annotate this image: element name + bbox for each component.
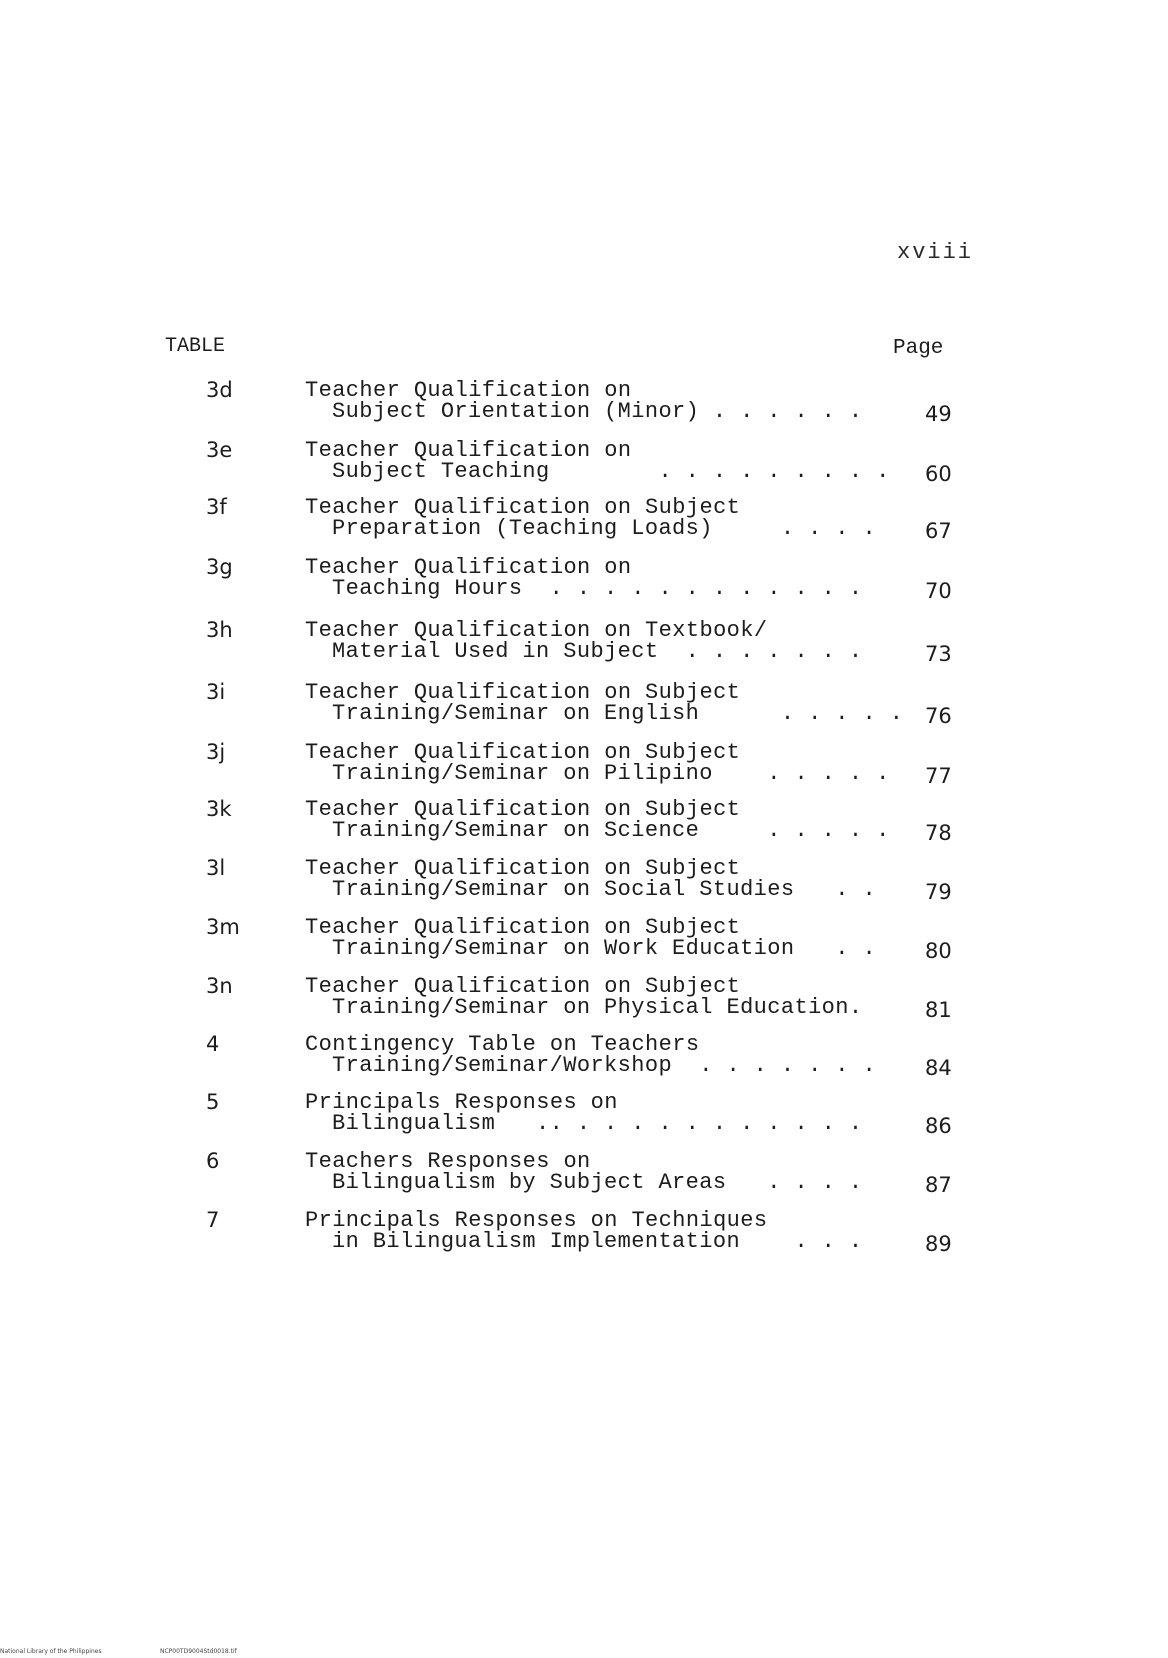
page-reference: 70 bbox=[925, 579, 952, 603]
page-reference: 60 bbox=[925, 462, 952, 486]
table-number: 3g bbox=[206, 555, 233, 579]
page-reference: 67 bbox=[925, 519, 952, 543]
table-title: Teacher Qualification on Subject Training/Seminar on Work Education . . bbox=[305, 915, 877, 961]
table-number: 3k bbox=[206, 797, 232, 821]
list-item bbox=[0, 1208, 1168, 1268]
table-number: 3e bbox=[206, 438, 233, 462]
table-number: 4 bbox=[206, 1032, 220, 1056]
table-number: 3l bbox=[206, 856, 226, 880]
table-title: Teacher Qualification on Subject Training/Seminar on Social Studies . . bbox=[305, 856, 877, 902]
list-item bbox=[0, 856, 1168, 915]
list-item bbox=[0, 1032, 1168, 1090]
page-reference: 80 bbox=[925, 939, 952, 963]
table-number: 3d bbox=[206, 378, 233, 402]
list-item bbox=[0, 1149, 1168, 1208]
table-title: Teachers Responses on Bilingualism by Subject Areas . . . . bbox=[305, 1149, 863, 1195]
table-number: 5 bbox=[206, 1090, 220, 1114]
page-reference: 77 bbox=[925, 764, 952, 788]
list-item bbox=[0, 680, 1168, 740]
table-title: Principals Responses on Bilingualism .. . . . . . . . . . . . bbox=[305, 1090, 863, 1136]
page-reference: 49 bbox=[925, 402, 952, 426]
list-of-tables bbox=[0, 378, 1168, 1268]
table-number: 3h bbox=[206, 618, 233, 642]
page-reference: 76 bbox=[925, 704, 952, 728]
page-reference: 78 bbox=[925, 821, 952, 845]
page-reference: 81 bbox=[925, 998, 952, 1022]
page-reference: 79 bbox=[925, 880, 952, 904]
table-number: 7 bbox=[206, 1208, 220, 1232]
page-reference: 87 bbox=[925, 1173, 952, 1197]
list-item bbox=[0, 378, 1168, 438]
page-reference: 86 bbox=[925, 1114, 952, 1138]
table-title: Principals Responses on Techniques in Bilingualism Implementation . . . bbox=[305, 1208, 863, 1254]
table-number: 6 bbox=[206, 1149, 220, 1173]
list-item bbox=[0, 618, 1168, 680]
list-item bbox=[0, 797, 1168, 856]
table-title: Teacher Qualification on Textbook/ Material Used in Subject . . . . . . . bbox=[305, 618, 863, 664]
list-item bbox=[0, 915, 1168, 974]
table-title: Teacher Qualification on Subject Training/Seminar on Science . . . . . bbox=[305, 797, 890, 843]
table-title: Teacher Qualification on Subject Training/Seminar on Physical Education. bbox=[305, 974, 863, 1020]
list-item bbox=[0, 495, 1168, 555]
table-title: Teacher Qualification on Subject Training/Seminar on English . . . . . bbox=[305, 680, 904, 726]
table-column-header: TABLE bbox=[165, 335, 226, 358]
table-title: Contingency Table on Teachers Training/Seminar/Workshop . . . . . . . bbox=[305, 1032, 877, 1078]
archive-file-label: NCP00TD9004Std0018.tif bbox=[160, 1648, 237, 1655]
page-reference: 89 bbox=[925, 1232, 952, 1256]
list-item bbox=[0, 438, 1168, 495]
table-number: 3j bbox=[206, 740, 226, 764]
table-number: 3i bbox=[206, 680, 226, 704]
table-title: Teacher Qualification on Subject Training/Seminar on Pilipino . . . . . bbox=[305, 740, 890, 786]
list-item bbox=[0, 740, 1168, 797]
table-number: 3n bbox=[206, 974, 233, 998]
page-column-header: Page bbox=[893, 337, 944, 360]
table-title: Teacher Qualification on Teaching Hours . . . . . . . . . . . . bbox=[305, 555, 863, 601]
list-item bbox=[0, 555, 1168, 618]
table-title: Teacher Qualification on Subject Teaching . . . . . . . . . bbox=[305, 438, 890, 484]
archive-footer-label: National Library of the Philippines bbox=[0, 1648, 102, 1655]
page-reference: 84 bbox=[925, 1056, 952, 1080]
table-number: 3f bbox=[206, 495, 227, 519]
table-number: 3m bbox=[206, 915, 240, 939]
list-item bbox=[0, 1090, 1168, 1149]
page-reference: 73 bbox=[925, 642, 952, 666]
table-title: Teacher Qualification on Subject Orientation (Minor) . . . . . . bbox=[305, 378, 863, 424]
list-item bbox=[0, 974, 1168, 1032]
table-title: Teacher Qualification on Subject Preparation (Teaching Loads) . . . . bbox=[305, 495, 877, 541]
page-number: xviii bbox=[897, 240, 974, 265]
